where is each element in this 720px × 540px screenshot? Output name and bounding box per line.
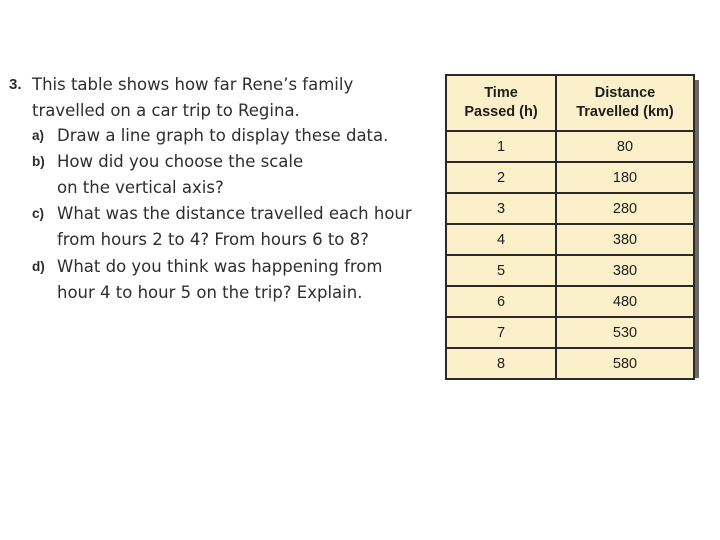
table-row [446, 162, 694, 193]
header-time-line1: Time [484, 85, 518, 101]
table-row [446, 193, 694, 224]
question-number: 3. [9, 76, 22, 93]
part-label-c: c) [32, 206, 45, 221]
distance-cell: 580 [556, 348, 694, 379]
time-cell: 3 [446, 193, 556, 224]
time-cell: 1 [446, 131, 556, 162]
time-cell: 5 [446, 255, 556, 286]
header-time [446, 75, 556, 131]
distance-cell: 380 [556, 224, 694, 255]
distance-cell: 480 [556, 286, 694, 317]
part-a-text: Draw a line graph to display these data. [57, 126, 389, 145]
part-label-d: d) [32, 259, 45, 274]
part-label-b: b) [32, 154, 45, 169]
table-header-row [446, 75, 694, 131]
distance-cell: 380 [556, 255, 694, 286]
time-cell: 2 [446, 162, 556, 193]
distance-cell: 80 [556, 131, 694, 162]
time-cell: 6 [446, 286, 556, 317]
part-label-a: a) [32, 128, 45, 143]
table-row [446, 255, 694, 286]
table-row [446, 131, 694, 162]
time-cell: 4 [446, 224, 556, 255]
table-row [446, 317, 694, 348]
part-c-text: from hours 2 to 4? From hours 6 to 8? [57, 230, 369, 249]
distance-table [445, 74, 695, 380]
header-distance [556, 75, 694, 131]
table-row [446, 224, 694, 255]
distance-cell: 280 [556, 193, 694, 224]
header-distance-line1: Distance [594, 85, 656, 101]
time-cell: 7 [446, 317, 556, 348]
intro-line: travelled on a car trip to Regina. [32, 101, 300, 120]
intro-line: This table shows how far Rene’s family [32, 75, 354, 94]
distance-cell: 180 [556, 162, 694, 193]
time-cell: 8 [446, 348, 556, 379]
header-distance-line2: Travelled (km) [576, 104, 674, 120]
part-d-text: What do you think was happening from [57, 257, 383, 276]
header-time-line2: Passed (h) [464, 104, 538, 120]
part-c-text: What was the distance travelled each hour [57, 204, 412, 223]
table-row [446, 286, 694, 317]
table-row [446, 348, 694, 379]
part-d-text: hour 4 to hour 5 on the trip? Explain. [57, 283, 363, 302]
data-table-container [445, 74, 693, 372]
part-b-text: How did you choose the scale [57, 152, 304, 171]
distance-cell: 530 [556, 317, 694, 348]
part-b-text: on the vertical axis? [57, 178, 224, 197]
